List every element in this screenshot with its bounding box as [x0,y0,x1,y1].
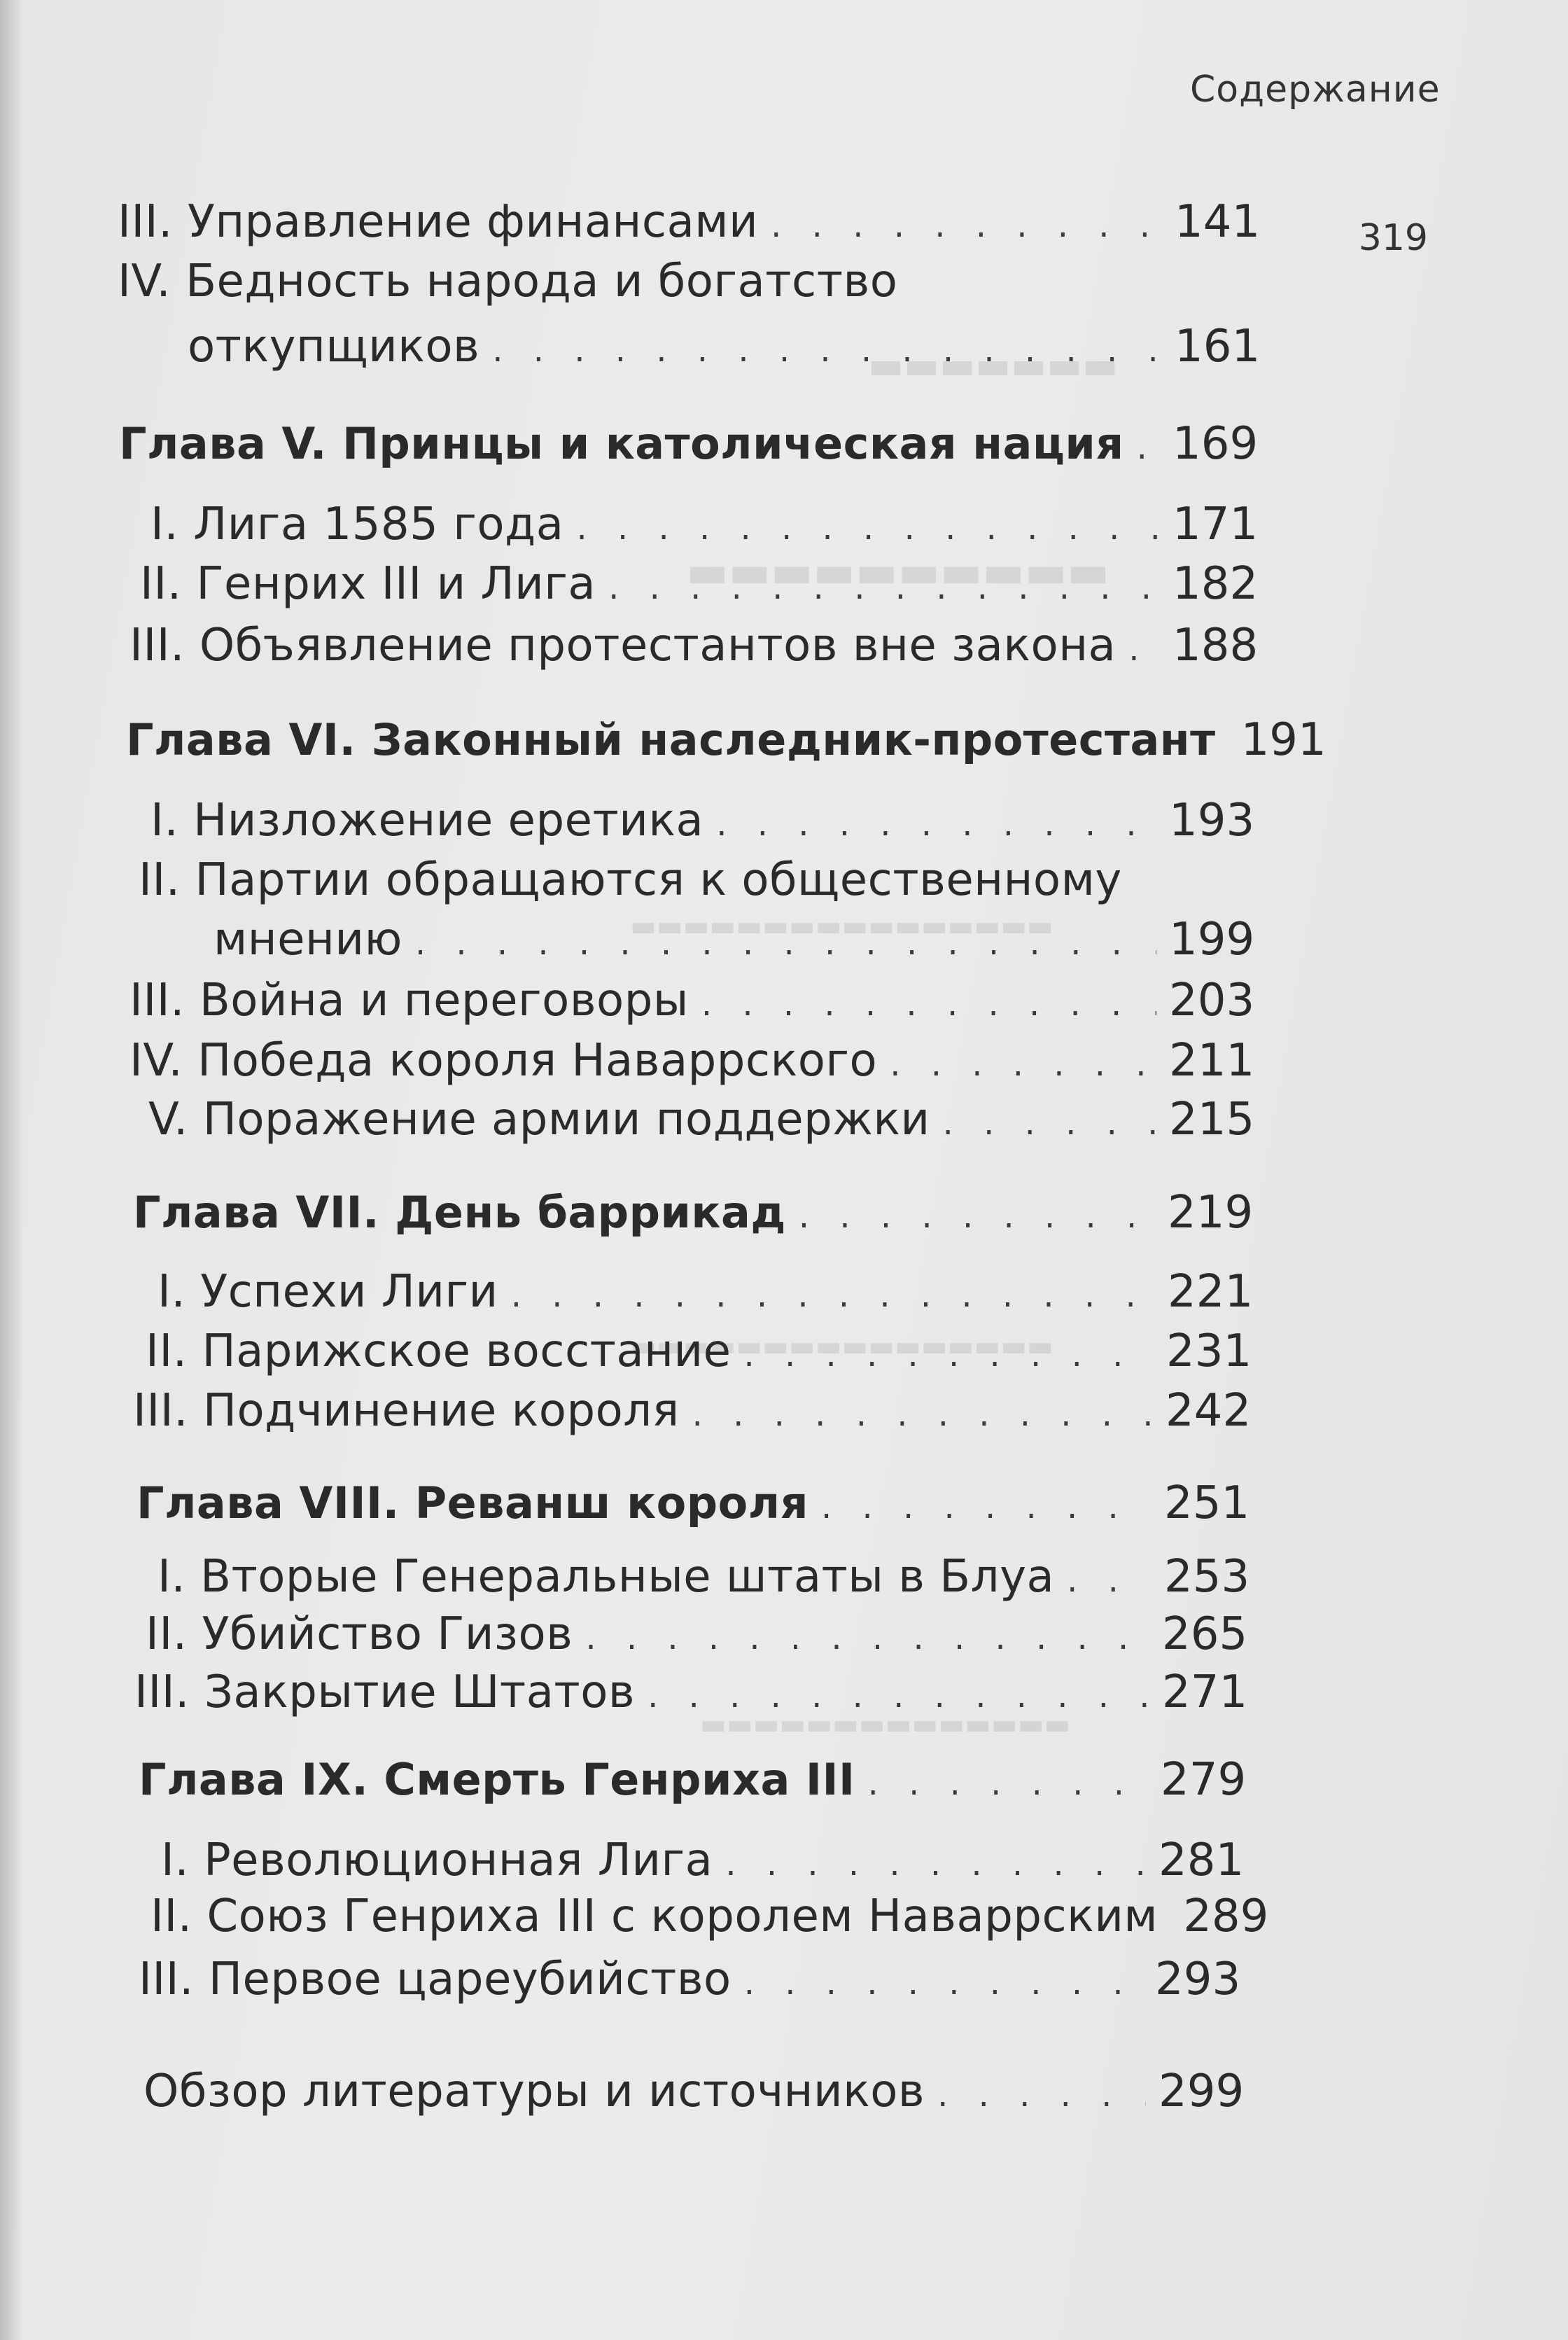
page-number: 319 [1358,217,1428,259]
dot-leader [511,1276,1155,1315]
toc-entry-page: 293 [1155,1954,1241,2005]
toc-chapter [119,418,1259,481]
toc-entry-label: II. Генрих III и Лига [140,558,596,610]
toc-entry-page: 289 [1183,1890,1269,1942]
toc-entry-label: I. Низложение еретика [150,795,704,847]
toc-entry-label: III. Война и переговоры [130,975,689,1026]
toc-entry [118,256,1259,319]
toc-entry-label: Обзор литературы и источников [144,2066,925,2117]
toc-entry-page: 188 [1172,620,1259,671]
toc-entry-label: II. Парижское восстание [146,1325,732,1377]
dot-leader [744,1963,1142,2003]
toc-entry [130,1035,1253,1098]
toc-chapter [133,1187,1252,1250]
toc-entry [139,1954,1239,2017]
toc-entry-label: II. Союз Генриха III с королем Наваррским [150,1890,1158,1942]
dot-leader [799,1197,1155,1236]
toc-entry-label: III. Подчинение короля [133,1385,680,1437]
dot-leader [1128,629,1160,669]
toc-entry-label: I. Революционная Лига [161,1834,713,1886]
toc-entry [139,854,1253,917]
toc-entry [158,1266,1252,1329]
dot-leader [743,1335,1154,1374]
toc-entry-page: 203 [1169,975,1255,1026]
toc-chapter-label: Глава V. Принцы и католическая нация [119,418,1124,469]
toc-entry-label: III. Управление финансами [118,196,759,248]
toc-entry [214,914,1253,977]
toc-entry-page: 191 [1240,714,1326,766]
toc-entry-label: I. Лига 1585 года [150,499,564,550]
dot-leader [937,2075,1146,2115]
toc-entry-page: 265 [1162,1608,1248,1660]
dot-leader [415,924,1156,963]
toc-entry-page: 231 [1166,1325,1252,1377]
show-through: ▬▬▬▬▬▬▬▬▬▬ [686,546,1110,598]
toc-entry-page: 271 [1162,1666,1248,1718]
toc-entry-label: III. Закрытие Штатов [134,1666,636,1718]
dot-leader [1067,1561,1152,1600]
toc-chapter [126,714,1326,777]
dot-leader [890,1045,1156,1084]
toc-entry-page: 253 [1164,1551,1250,1603]
toc-entry [130,620,1259,683]
toc-entry-page: 199 [1169,914,1255,966]
show-through: ▬▬▬▬▬▬▬▬▬▬▬▬▬▬▬▬ [630,1330,1054,1363]
toc-entry-label: мнению [214,914,402,966]
toc-entry-label: V. Поражение армии поддержки [148,1094,930,1145]
toc-entry [158,1551,1248,1614]
dot-leader [692,1395,1153,1434]
toc-entry-label: II. Убийство Гизов [146,1608,573,1660]
toc-entry-label: откупщиков [188,321,480,372]
toc-entry-page: 219 [1168,1187,1254,1239]
toc-entry [134,1666,1246,1729]
toc-entry [146,1325,1250,1388]
toc-entry-label: III. Первое цареубийство [139,1954,732,2005]
dot-leader [701,984,1156,1024]
show-through: ▬▬▬▬▬▬▬ [868,343,1119,387]
toc-entry [144,2066,1245,2129]
toc-entry-label: IV. Бедность народа и богатство [118,256,898,307]
dot-leader [492,330,1162,370]
toc-chapter-label: Глава IX. Смерть Генриха III [139,1754,855,1805]
toc-entry-page: 169 [1172,418,1259,470]
toc-entry-label: IV. Победа короля Наваррского [130,1035,878,1087]
dot-leader [1137,428,1160,467]
toc-entry [148,1094,1253,1157]
dot-leader [648,1676,1149,1715]
dot-leader [771,206,1162,245]
toc-entry-page: 281 [1158,1834,1245,1886]
toc-entry [130,975,1253,1038]
dot-leader [821,1487,1152,1526]
toc-chapter [139,1754,1245,1817]
toc-entry [161,1834,1245,1897]
toc-entry-page: 279 [1161,1754,1247,1806]
toc-entry-page: 242 [1166,1385,1252,1437]
toc-entry-page: 299 [1158,2066,1245,2117]
dot-leader [868,1764,1148,1803]
toc-entry-page: 171 [1172,499,1259,550]
dot-leader [608,568,1160,607]
toc-entry [146,1608,1246,1671]
toc-entry-page: 141 [1175,196,1261,248]
toc-entry-page: 182 [1172,558,1259,610]
toc-entry [188,321,1259,384]
toc-chapter-label: Глава VI. Законный наследник-протестант [126,714,1216,765]
dot-leader [585,1618,1149,1657]
toc-entry-label: I. Успехи Лиги [158,1266,498,1318]
toc-entry-page: 211 [1169,1035,1255,1087]
dot-leader [576,508,1160,548]
toc-entry-page: 221 [1168,1266,1254,1318]
toc-chapter-label: Глава VII. День баррикад [133,1187,786,1238]
toc-entry [118,196,1259,259]
show-through: ▬▬▬▬▬▬▬▬▬▬▬▬▬▬ [700,1708,1071,1741]
toc-entry-label: I. Вторые Генеральные штаты в Блуа [158,1551,1055,1603]
dot-leader [725,1844,1146,1883]
dot-leader [943,1103,1156,1143]
toc-chapter-label: Глава VIII. Реванш короля [136,1477,808,1528]
toc-entry-page: 161 [1175,321,1261,372]
toc-entry [150,499,1259,562]
toc-entry-label: III. Объявление протестантов вне закона [130,620,1116,671]
toc-entry [150,795,1253,858]
show-through: ▬▬▬▬▬▬▬▬▬▬▬▬▬▬▬▬ [630,910,1054,942]
toc-entry-page: 193 [1169,795,1255,847]
toc-entry [140,558,1259,621]
toc-entry [133,1385,1250,1448]
toc-entry-page: 215 [1169,1094,1255,1145]
toc-entry-page: 251 [1164,1477,1250,1529]
toc-entry [150,1890,1269,1954]
running-head: Содержание [1190,69,1441,111]
toc-entry-label: II. Партии обращаются к общественному [139,854,1122,906]
toc-chapter [136,1477,1248,1540]
dot-leader [716,805,1156,844]
